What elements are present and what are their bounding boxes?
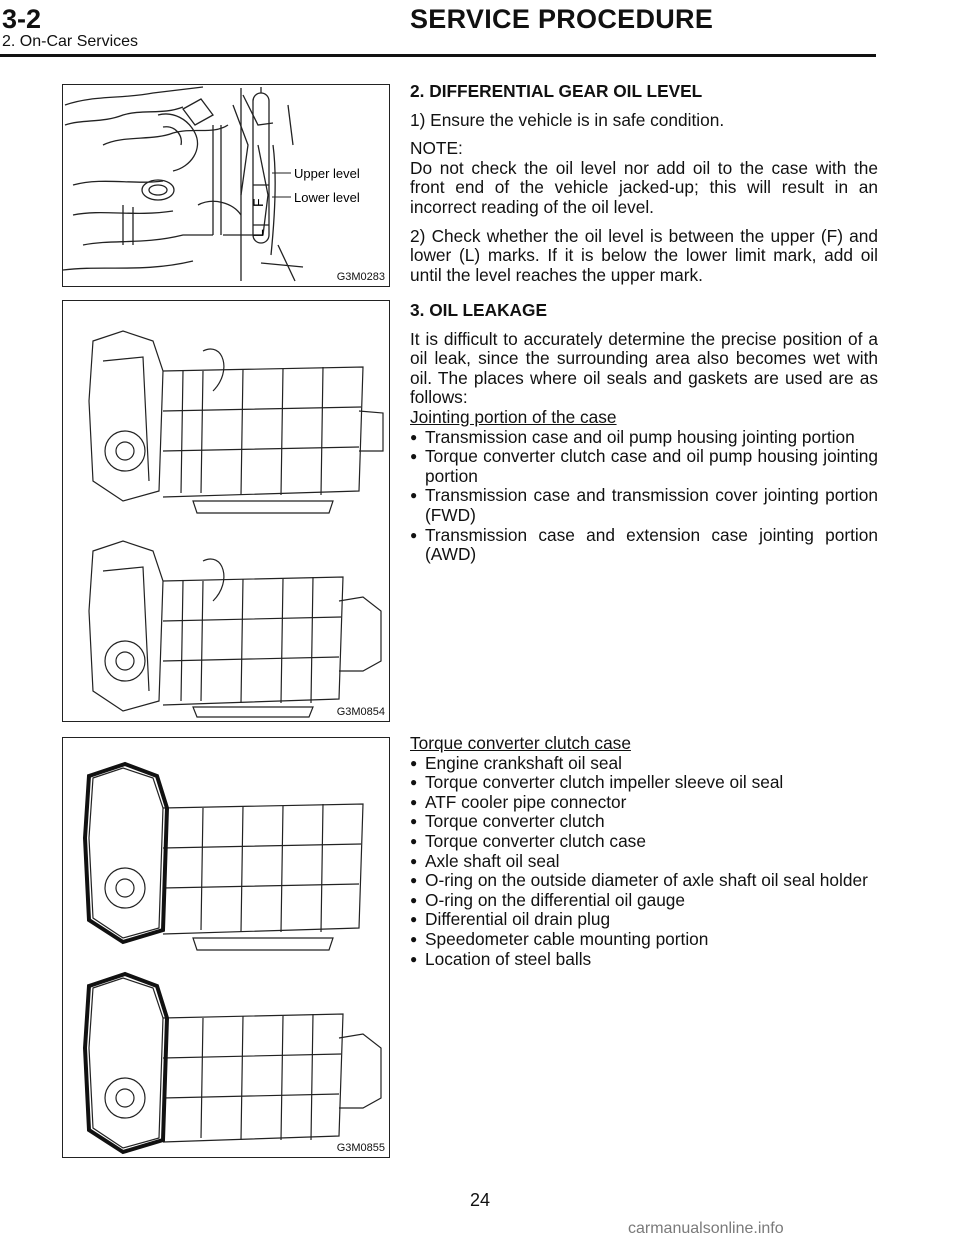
label-upper-level: Upper level xyxy=(294,166,360,181)
mark-f: F xyxy=(250,198,266,207)
torque-converter-list xyxy=(410,754,878,970)
transmission-highlight-illustration xyxy=(63,738,389,1157)
intro-paragraph: It is difficult to accurately determine the precise position of a oil leak, since the surrounding area also becomes wet with oil. The places where oil seals and gaskets are used are as follows: xyxy=(410,328,878,408)
list-item: ● ATF cooler pipe connector xyxy=(410,793,878,813)
list-item: ● Torque converter clutch case and oil pump housing jointing portion xyxy=(410,447,878,486)
list-item: ● Torque converter clutch case xyxy=(410,832,878,852)
jointing-portion-list xyxy=(410,428,878,565)
mark-l: L xyxy=(250,229,266,237)
figure-transmission-leak-points-2 xyxy=(62,737,390,1158)
list-item: ● O-ring on the differential oil gauge xyxy=(410,891,878,911)
figure-transmission-leak-points-1 xyxy=(62,300,390,722)
figure-code: G3M0854 xyxy=(336,706,385,718)
list-item: ● Speedometer cable mounting portion xyxy=(410,930,878,950)
section-torque-converter-clutch-case xyxy=(410,734,878,969)
list-item: ● Torque converter clutch xyxy=(410,812,878,832)
page-number: 24 xyxy=(469,1190,491,1210)
step-2: 2) Check whether the oil level is between the upper (F) and lower (L) marks. If it is below the lower limit mark, add oil until the level reaches the upper mark. xyxy=(410,225,878,285)
section-oil-leakage xyxy=(410,301,878,565)
transmission-illustration xyxy=(63,301,389,721)
section-number: 3-2 xyxy=(2,4,42,34)
list-item: ● O-ring on the outside diameter of axle shaft oil seal holder xyxy=(410,871,878,891)
list-item: ● Differential oil drain plug xyxy=(410,910,878,930)
list-item: ● Transmission case and transmission cover jointing portion (FWD) xyxy=(410,486,878,525)
figure-oil-gauge xyxy=(62,84,390,287)
note-text: Do not check the oil level nor add oil to the case with the front end of the vehicle jacked-up; this will result in an incorrect reading of the oil level. xyxy=(410,157,878,217)
page-title: SERVICE PROCEDURE xyxy=(410,4,714,34)
list-item: ● Torque converter clutch impeller sleeve oil seal xyxy=(410,773,878,793)
label-lower-level: Lower level xyxy=(294,190,360,205)
list-item: ● Transmission case and extension case jointing portion (AWD) xyxy=(410,526,878,565)
section-heading: 2. DIFFERENTIAL GEAR OIL LEVEL xyxy=(410,81,703,101)
watermark: carmanualsonline.info xyxy=(628,1220,784,1237)
page-header xyxy=(0,0,960,60)
subheading-torque-converter-clutch-case: Torque converter clutch case xyxy=(410,733,631,753)
note-label: NOTE: xyxy=(410,138,463,159)
section-differential-oil-level xyxy=(410,82,878,285)
figure-code: G3M0855 xyxy=(336,1142,385,1154)
list-item: ● Axle shaft oil seal xyxy=(410,852,878,872)
section-heading: 3. OIL LEAKAGE xyxy=(410,300,547,320)
oil-gauge-illustration xyxy=(63,85,389,286)
figure-code: G3M0283 xyxy=(336,271,385,283)
list-item: ● Engine crankshaft oil seal xyxy=(410,754,878,774)
list-item: ● Transmission case and oil pump housing jointing portion xyxy=(410,428,878,448)
page-subtitle: 2. On-Car Services xyxy=(2,33,139,50)
list-item: ● Location of steel balls xyxy=(410,950,878,970)
step-1: 1) Ensure the vehicle is in safe condition. xyxy=(410,109,725,130)
header-rule xyxy=(0,54,876,57)
subheading-jointing-portion: Jointing portion of the case xyxy=(410,406,617,427)
